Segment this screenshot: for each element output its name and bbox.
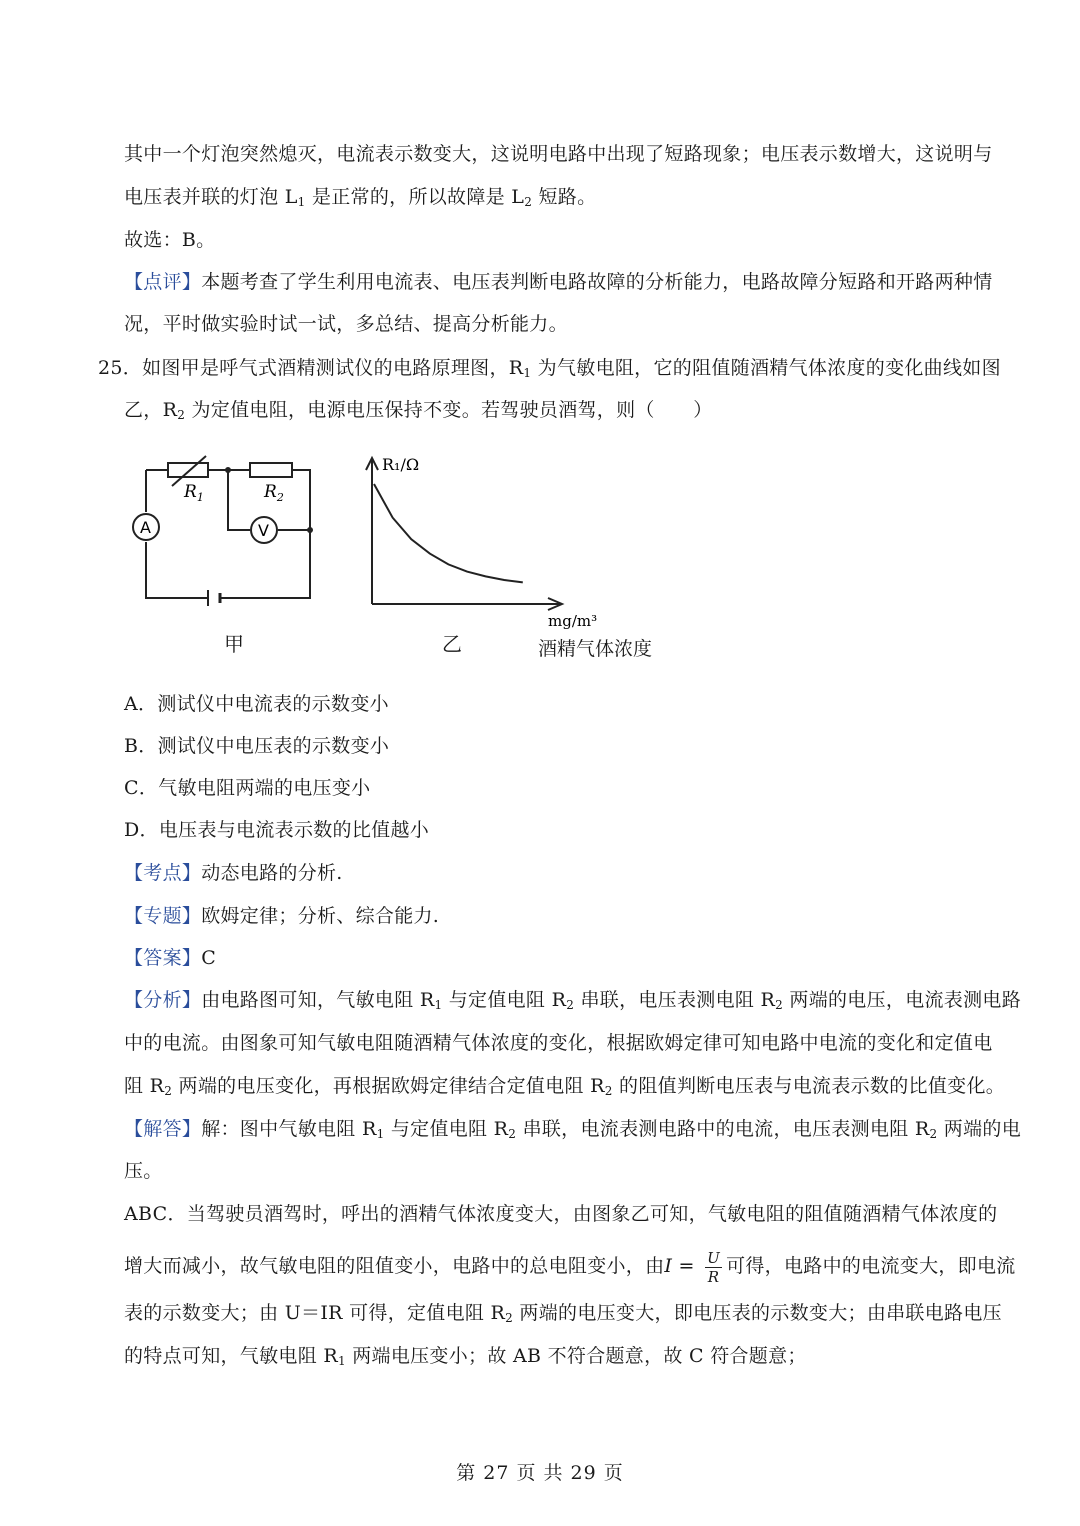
r1-label: $R_1$ <box>184 482 204 504</box>
prev-comment-line1: 【点评】本题考查了学生利用电流表、电压表判断电路故障的分析能力，电路故障分短路和开路两种情 <box>124 271 993 293</box>
graph-caption: 乙 <box>442 632 462 656</box>
fenxi-line1: 【分析】由电路图可知，气敏电阻 $R_1$ 与定值电阻 $R_2$ 串联，电压表测电阻 $R_2$ 两端的电压，电流表测电路 <box>124 989 1022 1012</box>
question-figure <box>120 440 680 674</box>
r2-label: $R_2$ <box>264 482 284 504</box>
junction-dot-top <box>225 467 231 473</box>
kaodian-line: 【考点】动态电路的分析. <box>124 862 343 884</box>
ammeter-label: A <box>140 518 151 537</box>
jieda-line1: 【解答】解：图中气敏电阻 $R_1$ 与定值电阻 $R_2$ 串联，电流表测电路中的电流，电压表测电阻 $R_2$ 两端的电 <box>124 1118 1022 1141</box>
fenxi-line3: 阻 $R_2$ 两端的电压变化，再根据欧姆定律结合定值电阻 $R_2$ 的阻值判断电压表与电流表示数的比值变化。 <box>124 1075 1006 1098</box>
jieda-line4: 增大而减小，故气敏电阻的阻值变小，电路中的总电阻变小，由I = $\frac{U}{R}$ 可得，电路中的电流变大，即电流 <box>124 1248 1016 1286</box>
question-number: 25． <box>98 357 143 379</box>
voltmeter-label: V <box>258 521 269 540</box>
r1-curve-series <box>374 484 523 582</box>
jieda-line3: ABC．当驾驶员酒驾时，呼出的酒精气体浓度变大，由图象乙可知，气敏电阻的阻值随酒精气体浓度的 <box>124 1203 998 1225</box>
fenxi-line2: 中的电流。由图象可知气敏电阻随酒精气体浓度的变化，根据欧姆定律可知电路中电流的变化和定值电 <box>124 1032 993 1054</box>
jieda-line5: 表的示数变大；由 U＝IR 可得，定值电阻 $R_2$ 两端的电压变大，即电压表的示数变大；由串联电路电压 <box>124 1302 1002 1325</box>
jieda-line2: 压。 <box>124 1160 163 1182</box>
r2-resistor <box>250 463 292 477</box>
option-c: C．气敏电阻两端的电压变小 <box>124 777 371 799</box>
page-footer: 第 27 页 共 29 页 <box>456 1462 624 1484</box>
option-d: D．电压表与电流表示数的比值越小 <box>124 819 430 841</box>
wire-left-bottom <box>146 542 208 598</box>
answer-line: 【答案】C <box>124 947 217 969</box>
prev-analysis-line1: 其中一个灯泡突然熄灭，电流表示数变大，这说明电路中出现了短路现象；电压表示数增大，这说明与 <box>124 143 993 165</box>
comment-tag: 【点评】 <box>124 271 202 293</box>
circuit-diagram <box>133 456 310 606</box>
prev-comment-line2: 况，平时做实验时试一试，多总结、提高分析能力。 <box>124 313 568 335</box>
prev-analysis-line2: 电压表并联的灯泡 $L_1$ 是正常的，所以故障是 $L_2$ 短路。 <box>124 186 597 209</box>
circuit-caption: 甲 <box>224 632 244 656</box>
graph-axes <box>366 458 562 610</box>
junction-dot-right <box>307 527 313 533</box>
option-b: B．测试仪中电压表的示数变小 <box>124 735 390 757</box>
graph-xunit: mg/m³ <box>548 612 598 630</box>
option-a: A．测试仪中电流表的示数变小 <box>124 693 389 715</box>
question-line1: 25．如图甲是呼气式酒精测试仪的电路原理图，$R_1$ 为气敏电阻，它的阻值随酒精气体浓度的变化曲线如图 <box>98 357 1001 380</box>
wire-right-bottom <box>220 530 310 598</box>
graph-ylabel: R₁/Ω <box>382 455 420 474</box>
ohm-fraction: $\frac{U}{R}$ <box>707 1248 721 1286</box>
question-line2: 乙，$R_2$ 为定值电阻，电源电压保持不变。若驾驶员酒驾，则（ ） <box>124 399 713 422</box>
r1-resistor <box>168 463 208 477</box>
prev-answer-choice: 故选：B。 <box>124 229 216 251</box>
jieda-line6: 的特点可知，气敏电阻 $R_1$ 两端电压变小；故 AB 不符合题意，故 C 符合题意； <box>124 1345 807 1368</box>
wire-top-right <box>292 470 310 530</box>
zhuanti-line: 【专题】欧姆定律；分析、综合能力. <box>124 905 440 927</box>
graph-xlabel: 酒精气体浓度 <box>538 638 653 660</box>
wire-voltmeter-left <box>228 470 250 530</box>
